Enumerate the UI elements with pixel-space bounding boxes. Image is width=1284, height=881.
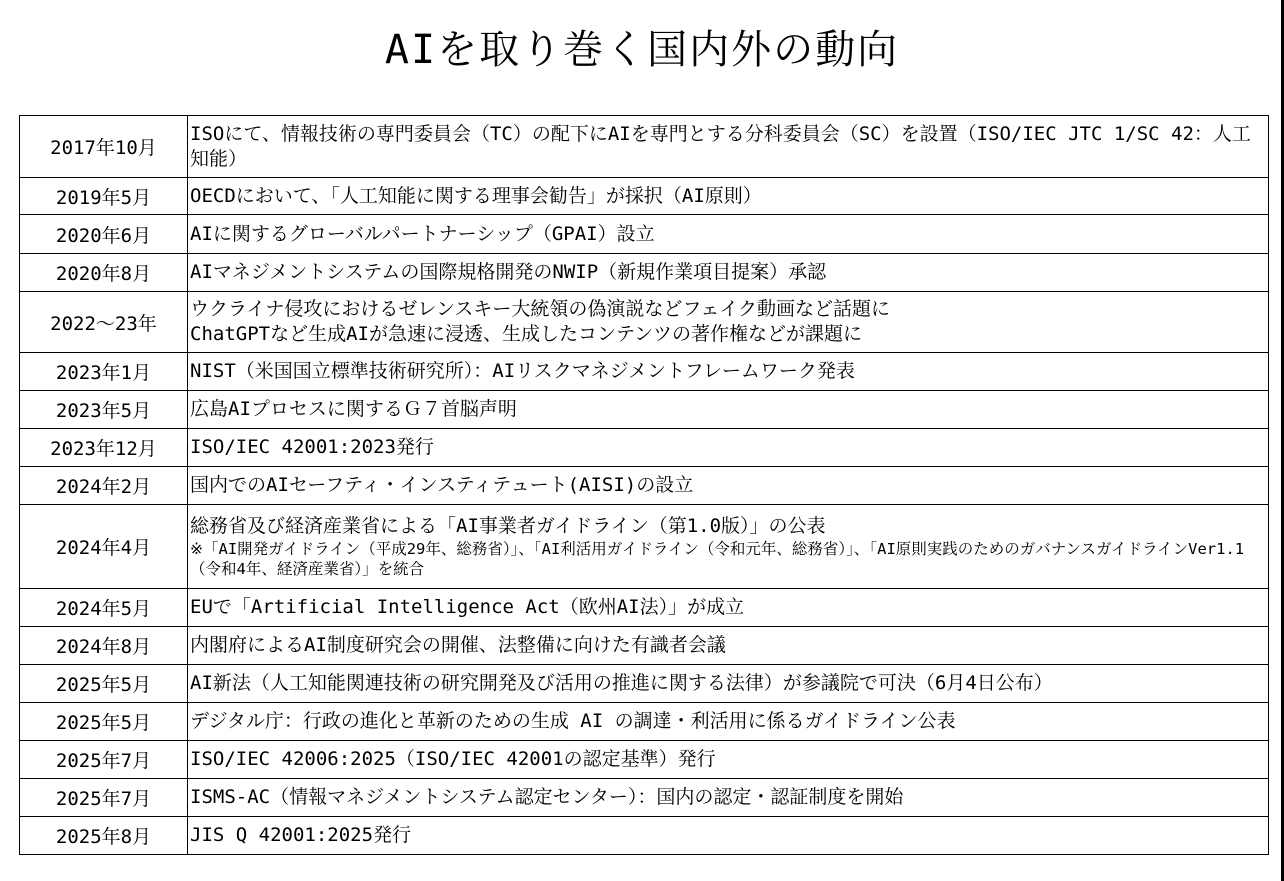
row-date: 2020年6月: [20, 215, 188, 254]
event-line: 広島AIプロセスに関するＧ７首脳声明: [190, 398, 517, 420]
row-date: 2023年1月: [20, 353, 188, 391]
table-row: [20, 627, 1269, 665]
table-row: [20, 353, 1269, 391]
row-date: 2017年10月: [20, 116, 188, 178]
table-row: [20, 505, 1269, 589]
row-date: 2025年5月: [20, 665, 188, 703]
event-line: AIマネジメントシステムの国際規格開発のNWIP（新規作業項目提案）承認: [190, 261, 827, 283]
table-row: [20, 665, 1269, 703]
table-row: [20, 429, 1269, 467]
row-date: 2020年8月: [20, 254, 188, 292]
event-line: NIST（米国国立標準技術研究所）：AIリスクマネジメントフレームワーク発表: [190, 360, 855, 382]
row-date: 2024年8月: [20, 627, 188, 665]
event-line: 国内でのAIセーフティ・インスティテュート(AISI)の設立: [190, 474, 694, 496]
row-date: 2024年2月: [20, 467, 188, 505]
event-line: ISOにて、情報技術の専門委員会（TC）の配下にAIを専門とする分科委員会（SC）を設置（ISO/IEC JTC 1/SC 42：人工知能）: [190, 122, 1251, 170]
page-title: AIを取り巻く国内外の動向: [384, 27, 900, 73]
row-event: [188, 215, 1269, 254]
row-date: 2023年5月: [20, 391, 188, 429]
row-date: 2025年8月: [20, 817, 188, 855]
table-row: [20, 292, 1269, 353]
table-row: [20, 215, 1269, 254]
event-line: 総務省及び経済産業省による「AI事業者ガイドライン（第1.0版）」の公表: [190, 515, 826, 537]
row-event: [188, 292, 1269, 353]
row-event: [188, 467, 1269, 505]
row-event: [188, 429, 1269, 467]
row-event: [188, 703, 1269, 741]
row-date: 2025年7月: [20, 779, 188, 817]
row-event: [188, 817, 1269, 855]
table-row: [20, 116, 1269, 178]
row-event: [188, 116, 1269, 178]
table-row: [20, 254, 1269, 292]
row-event: [188, 254, 1269, 292]
row-date: 2022～23年: [20, 292, 188, 353]
event-line: EUで「Artificial Intelligence Act（欧州AI法）」が成立: [190, 596, 745, 618]
event-line: JIS Q 42001:2025発行: [190, 824, 412, 846]
row-date: 2025年7月: [20, 741, 188, 779]
event-line: 内閣府によるAI制度研究会の開催、法整備に向けた有識者会議: [190, 634, 726, 656]
table-row: [20, 467, 1269, 505]
table-row: [20, 703, 1269, 741]
event-line: ISMS-AC（情報マネジメントシステム認定センター）：国内の認定・認証制度を開始: [190, 786, 904, 808]
table-row: [20, 178, 1269, 215]
row-event: [188, 741, 1269, 779]
row-event: [188, 178, 1269, 215]
table-row: [20, 589, 1269, 627]
row-date: 2024年5月: [20, 589, 188, 627]
row-date: 2023年12月: [20, 429, 188, 467]
event-note: ※「AI開発ガイドライン（平成29年、総務省）」、「AI利活用ガイドライン（令和元年、総務省）」、「AI原則実践のためのガバナンスガイドラインVer1.1（令和4年、経済産業省）」を統合: [190, 540, 1245, 578]
table-row: [20, 817, 1269, 855]
table-row: [20, 391, 1269, 429]
event-line: ISO/IEC 42006:2025（ISO/IEC 42001の認定基準）発行: [190, 748, 716, 770]
row-date: 2019年5月: [20, 178, 188, 215]
event-line: デジタル庁：行政の進化と革新のための生成 AI の調達・利活用に係るガイドライン公表: [190, 710, 956, 732]
row-event: [188, 627, 1269, 665]
table-row: [20, 779, 1269, 817]
event-line: OECDにおいて、「人工知能に関する理事会勧告」が採択（AI原則）: [190, 184, 762, 207]
table-row: [20, 741, 1269, 779]
timeline-table: [19, 115, 1269, 855]
event-line: ISO/IEC 42001:2023発行: [190, 436, 434, 458]
event-line: ウクライナ侵攻におけるゼレンスキー大統領の偽演説などフェイク動画など話題に: [190, 298, 891, 320]
row-event: [188, 391, 1269, 429]
event-line: AI新法（人工知能関連技術の研究開発及び活用の推進に関する法律）が参議院で可決（6月4日公布）: [190, 672, 1053, 694]
event-line: AIに関するグローバルパートナーシップ（GPAI）設立: [190, 222, 655, 245]
event-line: ChatGPTなど生成AIが急速に浸透、生成したコンテンツの著作権などが課題に: [190, 323, 863, 345]
row-event: [188, 353, 1269, 391]
row-event: [188, 505, 1269, 589]
row-event: [188, 665, 1269, 703]
row-event: [188, 779, 1269, 817]
row-date: 2025年5月: [20, 703, 188, 741]
row-date: 2024年4月: [20, 505, 188, 589]
row-event: [188, 589, 1269, 627]
